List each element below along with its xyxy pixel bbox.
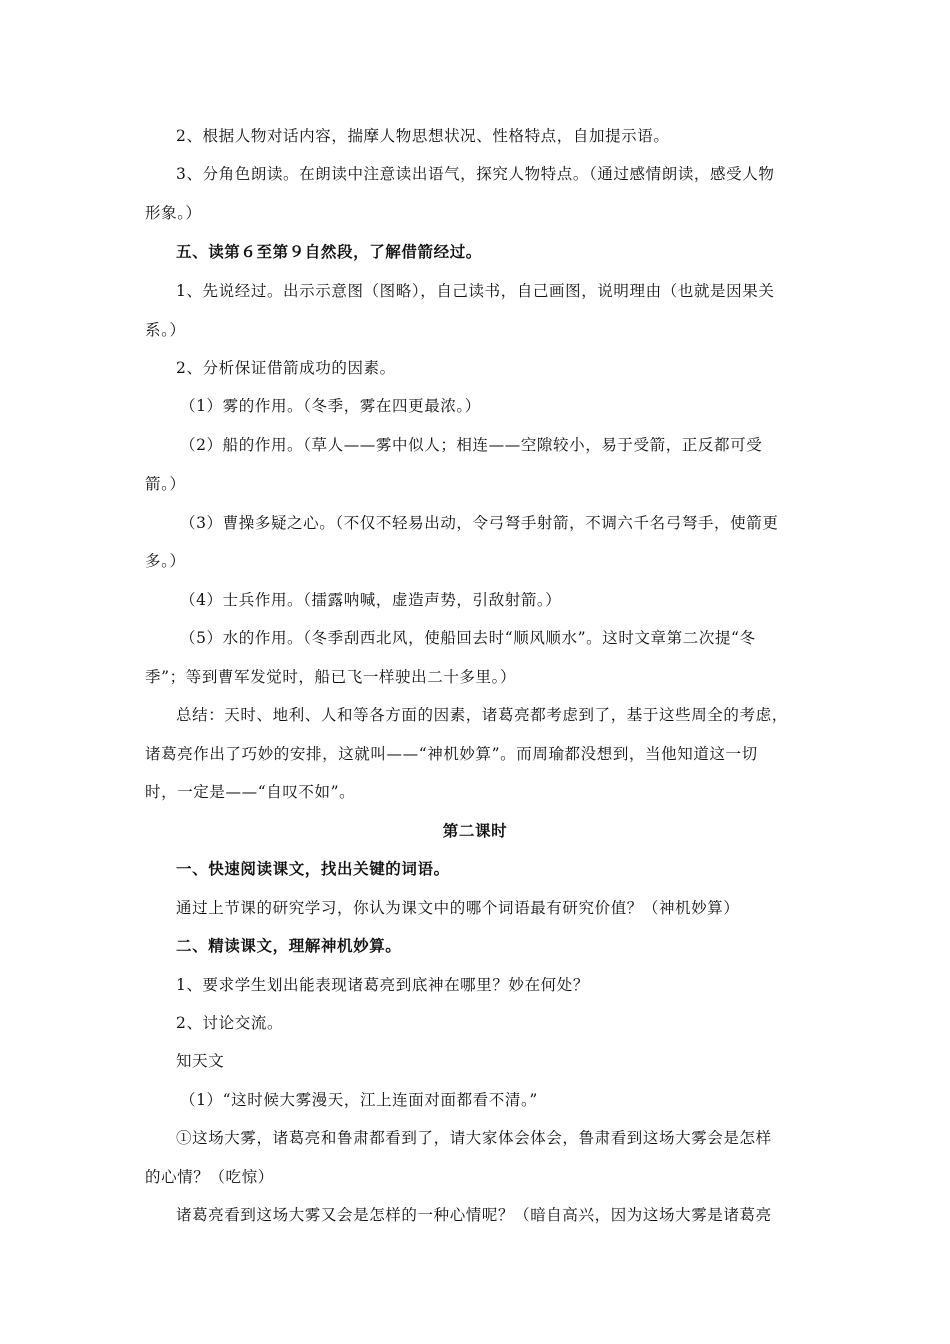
- text-line: 形象。）: [145, 204, 202, 222]
- text-line: 多。）: [145, 552, 186, 570]
- text-line: ①这场大雾，诸葛亮和鲁肃都看到了，请大家体会体会，鲁肃看到这场大雾会是怎样: [176, 1129, 772, 1147]
- text-line: 总结：天时、地利、人和等各方面的因素，诸葛亮都考虑到了，基于这些周全的考虑，: [176, 706, 788, 724]
- text-line: 1、要求学生划出能表现诸葛亮到底神在哪里？妙在何处？: [176, 976, 589, 994]
- text-line: （3）曹操多疑之心。（不仅不轻易出动，令弓弩手射箭，不调六千名弓弩手，使箭更: [180, 514, 779, 532]
- lesson-title: 第二课时: [442, 822, 508, 840]
- text-line: 2、根据人物对话内容，揣摩人物思想状况、性格特点，自加提示语。: [176, 127, 670, 145]
- text-line: 诸葛亮作出了巧妙的安排，这就叫——“神机妙算”。而周瑜都没想到，当他知道这一切: [145, 745, 758, 763]
- text-line: 系。）: [145, 321, 186, 339]
- section-heading: 二、精读课文，理解神机妙算。: [176, 937, 402, 955]
- text-line: （1）雾的作用。（冬季，雾在四更最浓。）: [180, 397, 481, 415]
- text-line: 3、分角色朗读。在朗读中注意读出语气，探究人物特点。（通过感情朗读，感受人物: [176, 165, 775, 183]
- text-line: 知天文: [176, 1052, 225, 1070]
- text-line: 1、先说经过。出示示意图（图略），自己读书，自己画图，说明理由（也就是因果关: [176, 282, 775, 300]
- text-line: 通过上节课的研究学习，你认为课文中的哪个词语最有研究价值？（神机妙算）: [176, 899, 740, 917]
- text-line: （2）船的作用。（草人——雾中似人；相连——空隙较小，易于受箭，正反都可受: [180, 436, 763, 454]
- text-line: （4）士兵作用。（擂露呐喊，虚造声势，引敌射箭。）: [180, 591, 562, 609]
- text-line: 箭。）: [145, 475, 186, 493]
- text-line: 的心情？（吃惊）: [145, 1168, 274, 1186]
- text-line: 季”；等到曹军发觉时，船已飞一样驶出二十多里。）: [145, 668, 517, 686]
- text-line: （1）“这时候大雾漫天，江上连面对面都看不清。”: [180, 1091, 538, 1109]
- text-line: （5）水的作用。（冬季刮西北风，使船回去时“顺风顺水”。这时文章第二次提“冬: [180, 629, 756, 647]
- text-line: 诸葛亮看到这场大雾又会是怎样的一种心情呢？（暗自高兴，因为这场大雾是诸葛亮: [176, 1206, 772, 1224]
- text-line: 2、分析保证借箭成功的因素。: [176, 359, 396, 377]
- section-heading: 五、读第６至第９自然段，了解借箭经过。: [176, 243, 482, 261]
- text-line: 2、讨论交流。: [176, 1014, 284, 1032]
- text-line: 时，一定是——“自叹不如”。: [145, 783, 356, 801]
- section-heading: 一、快速阅读课文，找出关键的词语。: [176, 860, 450, 878]
